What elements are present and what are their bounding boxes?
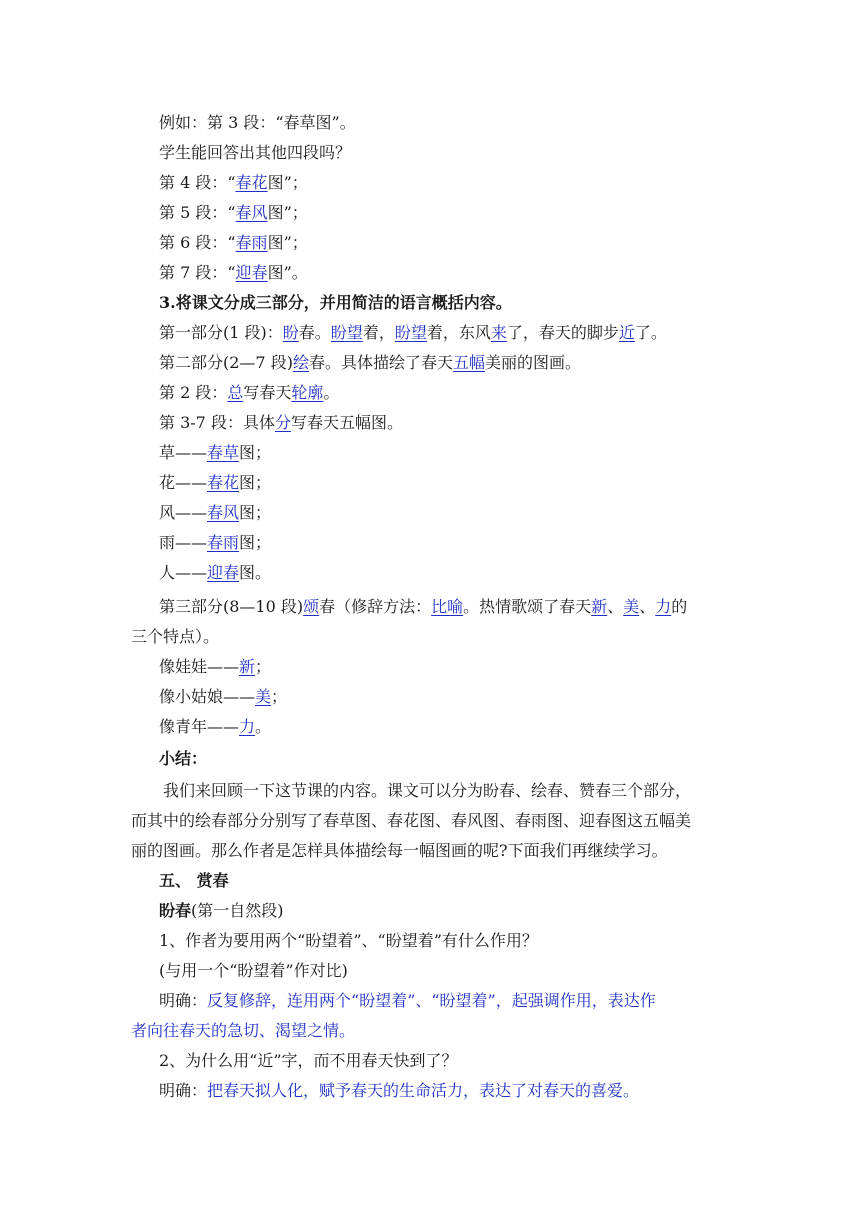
text: 的 (671, 597, 688, 616)
underlined-answer: 新 (591, 597, 608, 616)
para3-7-line (159, 408, 403, 438)
picture-item (159, 498, 271, 528)
question-1-note (159, 956, 348, 986)
simile-item (159, 712, 271, 742)
text: 人—— (159, 563, 208, 582)
text: 第三部分(8—10 段) (159, 597, 304, 616)
simile-item (159, 682, 287, 712)
underlined-answer: 颂 (303, 597, 320, 616)
underlined-answer: 绘 (292, 353, 309, 372)
question-1 (159, 926, 538, 956)
text: 第 2 段： (159, 383, 228, 402)
underlined-answer: 迎春 (235, 263, 268, 282)
text: 第 6 段：“ (159, 233, 236, 252)
text: 了，春天的脚步 (506, 323, 619, 342)
text: 三个特点）。 (131, 627, 220, 646)
text: 雨—— (159, 533, 208, 552)
para6-line (159, 228, 308, 258)
text: 。 (255, 717, 272, 736)
text: 而其中的绘春部分分别写了春草图、春花图、春风图、春雨图、迎春图这五幅美 (131, 811, 692, 830)
underlined-answer: 春雨 (235, 233, 268, 252)
example-line (159, 108, 356, 138)
underlined-answer: 轮廓 (291, 383, 324, 402)
question-line (159, 138, 351, 168)
picture-item (159, 528, 271, 558)
picture-item (159, 438, 271, 468)
text: 小结： (159, 749, 208, 768)
text: 第 3-7 段：具体 (159, 413, 275, 432)
underlined-answer: 力 (239, 717, 256, 736)
answer-text: 反复修辞，连用两个“盼望着”、“盼望着”，起强调作用，表达作 (207, 991, 656, 1010)
text: 春。具体描绘了春天 (308, 353, 453, 372)
part1-line (159, 318, 667, 348)
underlined-answer: 美 (255, 687, 272, 706)
text: 图； (239, 503, 272, 522)
answer-text: 把春天拟人化，赋予春天的生命活力，表达了对春天的喜爱。 (207, 1081, 640, 1100)
text: (第一自然段) (191, 901, 284, 920)
underlined-answer: 新 (239, 657, 256, 676)
underlined-answer: 总 (227, 383, 244, 402)
picture-item (159, 558, 271, 588)
text: 2、为什么用“近”字，而不用春天快到了？ (159, 1051, 458, 1070)
heading-text: 五、 赏春 (159, 871, 229, 890)
picture-item (159, 468, 271, 498)
text: 我们来回顾一下这节课的内容。课文可以分为盼春、绘春、赞春三个部分， (163, 781, 692, 800)
text: 。热情歌颂了春天 (463, 597, 592, 616)
para4-line (159, 168, 308, 198)
text: 丽的图画。那么作者是怎样具体描绘每一幅图画的呢?下面我们再继续学习。 (131, 841, 668, 860)
text: 第 7 段：“ (159, 263, 236, 282)
text: 着，东风 (426, 323, 491, 342)
text: 美丽的图画。 (484, 353, 581, 372)
text: 春。 (298, 323, 331, 342)
simile-item (159, 652, 271, 682)
underlined-answer: 盼望 (394, 323, 427, 342)
underlined-answer: 五幅 (452, 353, 485, 372)
underlined-answer: 美 (623, 597, 640, 616)
summary-paragraph (131, 806, 691, 836)
underlined-answer: 盼望 (330, 323, 363, 342)
text: 1、作者为要用两个“盼望着”、“盼望着”有什么作用？ (159, 931, 538, 950)
text: 第一部分(1 段)： (159, 323, 283, 342)
para7-line (159, 258, 308, 288)
part3-line (159, 592, 687, 622)
summary-paragraph (163, 776, 691, 806)
underlined-answer: 分 (274, 413, 291, 432)
summary-title (159, 744, 207, 774)
text: 写春天五幅图。 (290, 413, 403, 432)
text: 像青年—— (159, 717, 240, 736)
text: 例如：第 3 段：“春草图”。 (159, 113, 356, 132)
underlined-answer: 春花 (235, 173, 268, 192)
answer-1 (159, 986, 656, 1016)
heading-text: 3.将课文分成三部分，并用简洁的语言概括内容。 (159, 293, 512, 312)
text: 春（修辞方法： (319, 597, 432, 616)
underlined-answer: 力 (655, 597, 672, 616)
text: 风—— (159, 503, 208, 522)
text: 图； (239, 443, 272, 462)
text: 第 4 段：“ (159, 173, 236, 192)
text: 图”； (267, 233, 308, 252)
question-2 (159, 1046, 458, 1076)
text: 。 (323, 383, 340, 402)
text: 像娃娃—— (159, 657, 240, 676)
para2-line (159, 378, 339, 408)
text: (与用一个“盼望着”作对比) (159, 961, 348, 980)
text: 了。 (634, 323, 667, 342)
underlined-answer: 春草 (207, 443, 240, 462)
text: 图”； (267, 203, 308, 222)
underlined-answer: 近 (618, 323, 635, 342)
text: 明确： (159, 1081, 208, 1100)
underlined-answer: 迎春 (207, 563, 240, 582)
part3-line-continued (131, 622, 219, 652)
subsection-title (159, 896, 284, 926)
answer-1-continued (131, 1016, 355, 1046)
underlined-answer: 来 (490, 323, 507, 342)
text: 、 (639, 597, 656, 616)
underlined-answer: 春风 (235, 203, 268, 222)
text: 明确： (159, 991, 208, 1010)
text: 图； (239, 533, 272, 552)
summary-paragraph (131, 836, 668, 866)
text: 图”； (267, 173, 308, 192)
text: 着， (362, 323, 395, 342)
underlined-answer: 春花 (207, 473, 240, 492)
text: ； (271, 687, 288, 706)
answer-2 (159, 1076, 639, 1106)
underlined-answer: 盼 (282, 323, 299, 342)
text: 像小姑娘—— (159, 687, 256, 706)
section-heading-3 (159, 288, 512, 318)
text: ； (255, 657, 272, 676)
text: 写春天 (243, 383, 292, 402)
answer-text: 者向往春天的急切、渴望之情。 (131, 1021, 356, 1040)
part2-line (159, 348, 581, 378)
underlined-answer: 春雨 (207, 533, 240, 552)
para5-line (159, 198, 308, 228)
text: 第 5 段：“ (159, 203, 236, 222)
text: 图。 (239, 563, 272, 582)
text: 盼春 (159, 901, 192, 920)
text: 花—— (159, 473, 208, 492)
text: 图； (239, 473, 272, 492)
text: 第二部分(2—7 段) (159, 353, 293, 372)
section-heading-5 (159, 866, 229, 896)
text: 图”。 (267, 263, 308, 282)
underlined-answer: 春风 (207, 503, 240, 522)
text: 学生能回答出其他四段吗？ (159, 143, 352, 162)
text: 草—— (159, 443, 208, 462)
text: 、 (607, 597, 624, 616)
underlined-answer: 比喻 (431, 597, 464, 616)
